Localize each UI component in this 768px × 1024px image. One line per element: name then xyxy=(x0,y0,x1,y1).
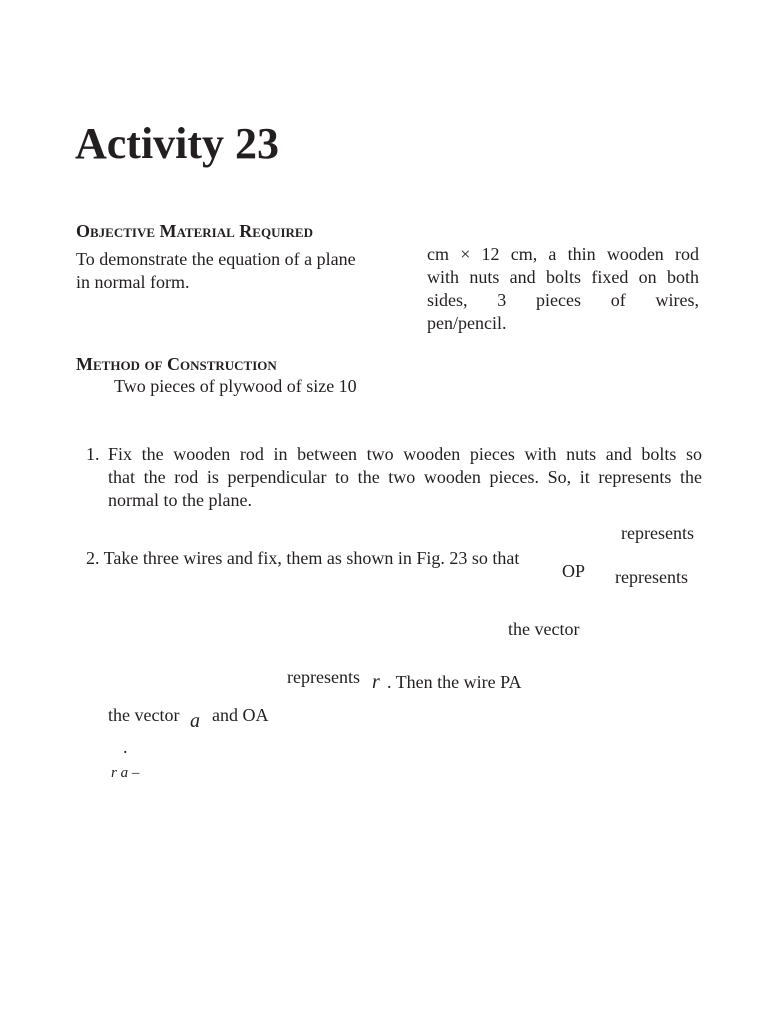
step-1-line-3: normal to the plane. xyxy=(108,490,252,510)
material-text xyxy=(427,243,699,335)
step-2-op: OP xyxy=(562,561,586,581)
step-1-number: 1. xyxy=(86,444,100,464)
material-line-2: with nuts and bolts fixed on both xyxy=(427,267,699,287)
step-2-dot: . xyxy=(123,737,128,757)
objective-text xyxy=(76,248,396,294)
step-2-then-wire: . Then the wire PA xyxy=(387,672,522,692)
objective-line-2: in normal form. xyxy=(76,272,190,292)
step-2-represents-a: represents xyxy=(621,523,694,543)
step-1 xyxy=(86,443,702,512)
material-line-4: pen/pencil. xyxy=(427,313,507,333)
material-line-1: cm × 12 cm, a thin wooden rod xyxy=(427,244,699,264)
step-1-line-1: Fix the wooden rod in between two wooden pieces with nuts and bolts so xyxy=(108,444,702,464)
step-2-the-vector-a: the vector xyxy=(508,619,580,639)
step-2-r-var: r xyxy=(372,671,380,693)
page-title: Activity 23 xyxy=(75,119,280,168)
step-2-text: 2. Take three wires and fix, them as shown in Fig. 23 so that xyxy=(86,548,520,568)
step-2-and-oa: and OA xyxy=(212,705,269,725)
step-2-r-minus-a: r a – xyxy=(111,765,140,781)
step-2-represents-b: represents xyxy=(615,567,688,587)
step-2-represents-c: represents xyxy=(287,667,360,687)
objective-line-1: To demonstrate the equation of a plane xyxy=(76,249,356,269)
step-1-line-2: that the rod is perpendicular to the two wooden pieces. So, it represents the xyxy=(108,467,702,487)
method-text: Two pieces of plywood of size 10 xyxy=(114,376,357,396)
objective-material-heading: Objective Material Required xyxy=(76,221,313,241)
step-2-a-var: a xyxy=(190,710,200,732)
method-heading: Method of Construction xyxy=(76,354,277,374)
material-line-3: sides, 3 pieces of wires, xyxy=(427,290,699,310)
step-2-the-vector-b: the vector xyxy=(108,705,180,725)
